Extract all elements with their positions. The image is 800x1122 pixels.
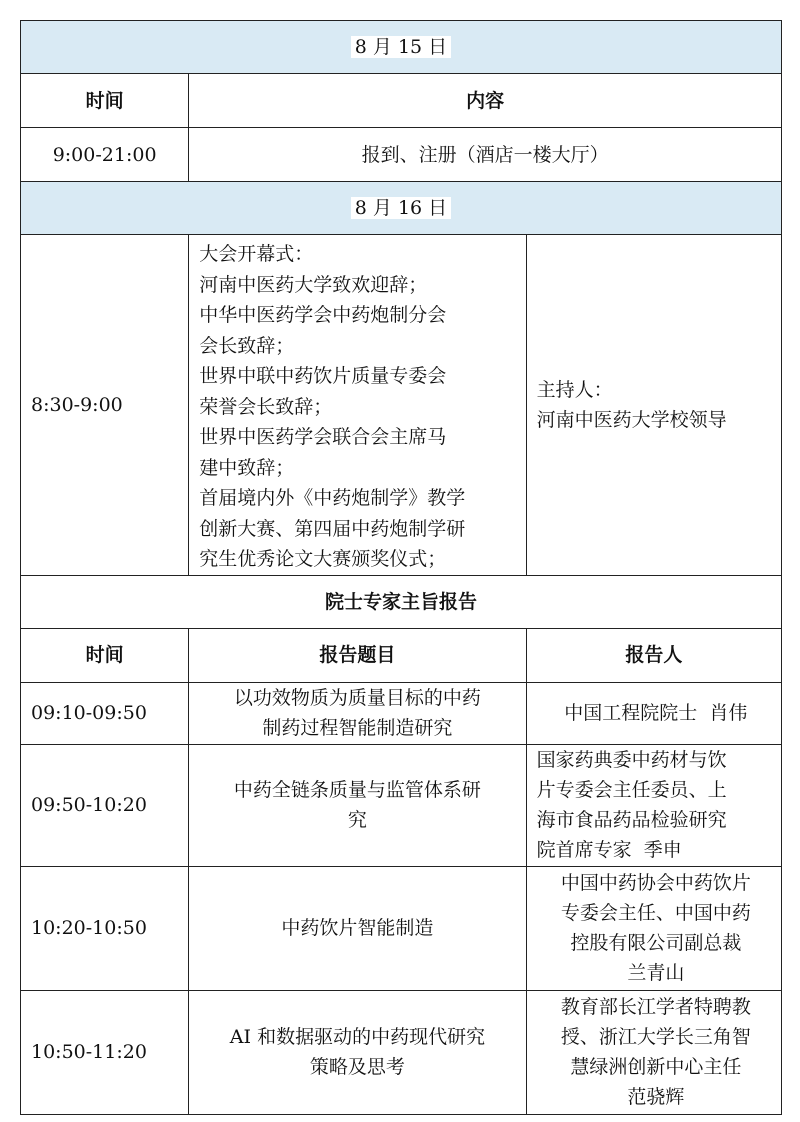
host-label: 主持人： <box>536 378 613 401</box>
table-row <box>21 990 782 1114</box>
header-row-day1 <box>21 74 782 128</box>
time-cell: 10:20-10:50 <box>21 866 189 990</box>
header-time: 时间 <box>21 628 189 682</box>
speaker-line: 慧绿洲创新中心主任 <box>570 1056 742 1078</box>
time-cell: 09:50-10:20 <box>21 744 189 866</box>
topic-line: AI 和数据驱动的中药现代研究 <box>229 1026 486 1048</box>
topic-line: 中药全链条质量与监管体系研 <box>233 779 481 801</box>
table-row <box>21 682 782 744</box>
ceremony-line: 世界中医药学会联合会主席马 <box>199 426 447 448</box>
table-row <box>21 866 782 990</box>
ceremony-line: 大会开幕式： <box>199 243 314 265</box>
host-cell <box>526 235 781 576</box>
content-cell: 报到、注册（酒店一楼大厅） <box>189 128 782 182</box>
schedule-table <box>20 20 782 1115</box>
time-cell: 8:30-9:00 <box>21 235 189 576</box>
date-label: 8 月 15 日 <box>351 36 451 58</box>
section-title: 院士专家主旨报告 <box>21 575 782 628</box>
header-row-keynote <box>21 628 782 682</box>
topic-line: 制药过程智能制造研究 <box>262 717 453 739</box>
table-row <box>21 744 782 866</box>
host-name: 河南中医药大学校领导 <box>536 408 727 431</box>
topic-cell <box>189 682 526 744</box>
speaker-line: 教育部长江学者特聘教 <box>560 996 751 1018</box>
ceremony-line: 究生优秀论文大赛颁奖仪式； <box>199 548 447 570</box>
topic-line: 以功效物质为质量目标的中药 <box>233 687 481 709</box>
ceremony-line: 河南中医药大学致欢迎辞； <box>199 273 428 296</box>
header-time: 时间 <box>21 74 189 128</box>
topic-cell <box>189 866 526 990</box>
ceremony-line: 创新大赛、第四届中药炮制学研 <box>199 517 466 540</box>
speaker-line: 国家药典委中药材与饮 <box>536 749 727 771</box>
header-content: 内容 <box>189 74 782 128</box>
speaker-cell <box>526 990 781 1114</box>
topic-cell <box>189 990 526 1114</box>
ceremony-line: 首届境内外《中药炮制学》教学 <box>199 487 466 509</box>
date-row-day1 <box>21 21 782 74</box>
speaker-cell <box>526 866 781 990</box>
speaker-line: 片专委会主任委员、上 <box>536 779 727 801</box>
ceremony-line: 世界中联中药饮片质量专委会 <box>199 365 447 387</box>
speaker-line: 海市食品药品检验研究 <box>536 809 727 831</box>
speaker-cell <box>526 744 781 866</box>
topic-line: 究 <box>347 809 367 831</box>
time-cell: 09:10-09:50 <box>21 682 189 744</box>
time-cell: 9:00-21:00 <box>21 128 189 182</box>
opening-ceremony-cell <box>189 235 526 576</box>
ceremony-line: 荣誉会长致辞； <box>199 395 333 418</box>
date-row-day2 <box>21 182 782 235</box>
table-row <box>21 235 782 576</box>
speaker-line: 中国工程院院士 肖伟 <box>564 702 748 724</box>
header-speaker: 报告人 <box>526 628 781 682</box>
speaker-cell <box>526 682 781 744</box>
speaker-line: 院首席专家 季申 <box>536 839 682 861</box>
speaker-line: 兰青山 <box>627 962 685 984</box>
ceremony-line: 中华中医药学会中药炮制分会 <box>199 304 447 326</box>
date-label: 8 月 16 日 <box>351 197 451 219</box>
section-title-row <box>21 575 782 628</box>
header-topic: 报告题目 <box>189 628 526 682</box>
topic-cell <box>189 744 526 866</box>
speaker-line: 控股有限公司副总裁 <box>570 932 742 954</box>
speaker-line: 授、浙江大学长三角智 <box>560 1026 751 1048</box>
ceremony-line: 会长致辞； <box>199 334 295 357</box>
time-cell: 10:50-11:20 <box>21 990 189 1114</box>
ceremony-line: 建中致辞； <box>199 456 295 479</box>
topic-line: 策略及思考 <box>309 1056 405 1078</box>
table-row <box>21 128 782 182</box>
speaker-line: 专委会主任、中国中药 <box>560 902 751 924</box>
speaker-line: 范骁辉 <box>627 1086 685 1108</box>
speaker-line: 中国中药协会中药饮片 <box>560 872 751 894</box>
topic-line: 中药饮片智能制造 <box>281 917 434 939</box>
